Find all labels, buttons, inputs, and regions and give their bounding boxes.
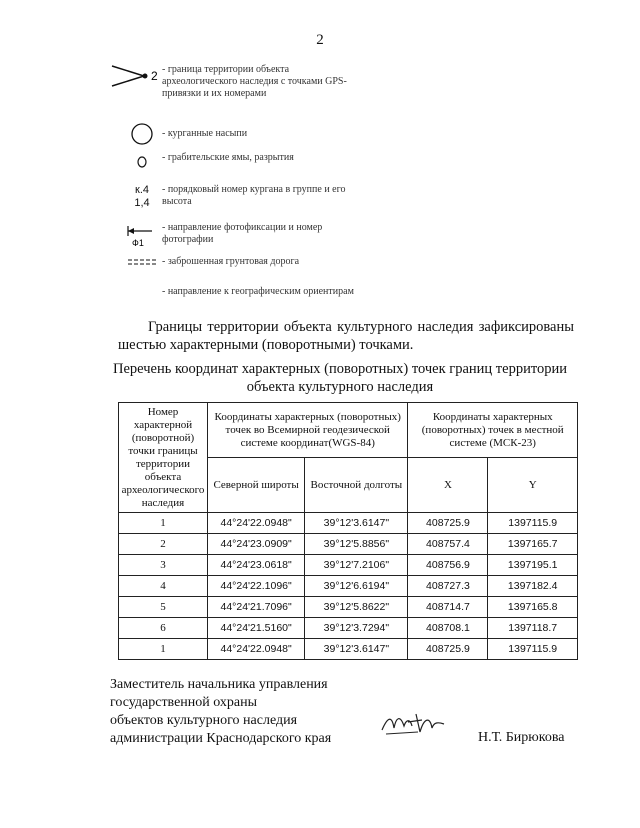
cell-point: 2 [119, 534, 208, 555]
signer-title-line2: государственной охраны [110, 695, 258, 710]
cell-east: 39°12'3.7294" [305, 618, 408, 639]
cell-x: 408725.9 [408, 513, 488, 534]
header-wgs84: Координаты характерных (поворотных) точек во Всемирной геодезической системе координат(WGS-84) [208, 403, 408, 458]
legend-text: - направление фотофиксации и номер фотографии [162, 222, 323, 245]
header-msk23: Координаты характерных (поворотных) точек в местной системе (МСК-23) [408, 403, 578, 458]
cell-y: 1397165.8 [488, 597, 578, 618]
cell-x: 408756.9 [408, 555, 488, 576]
cell-x: 408714.7 [408, 597, 488, 618]
cell-x: 408727.3 [408, 576, 488, 597]
subheader-x: X [408, 458, 488, 513]
cell-y: 1397165.7 [488, 534, 578, 555]
table-row [119, 618, 578, 639]
header-point-number: Номер характерной (поворотной) точки границы территории объекта археологического наследия [119, 403, 208, 513]
subheader-north: Северной широты [208, 458, 305, 513]
cell-y: 1397115.9 [488, 513, 578, 534]
legend-symbol-text: к.4 1,4 [134, 184, 150, 209]
legend-text: - направление к географическим ориентирам [162, 286, 354, 297]
legend-text: - граница территории объекта археологического наследия с точками GPS-привязки и их номерами [162, 64, 347, 99]
cell-east: 39°12'6.6194" [305, 576, 408, 597]
table-row [119, 576, 578, 597]
subheader-east: Восточной долготы [305, 458, 408, 513]
cell-point: 3 [119, 555, 208, 576]
cell-point: 4 [119, 576, 208, 597]
legend-text: - грабительские ямы, разрытия [162, 152, 294, 163]
cell-east: 39°12'3.6147" [305, 639, 408, 660]
cell-x: 408757.4 [408, 534, 488, 555]
cell-north: 44°24'22.1096" [208, 576, 305, 597]
cell-north: 44°24'22.0948" [208, 513, 305, 534]
cell-north: 44°24'21.7096" [208, 597, 305, 618]
page-number: 2 [316, 32, 324, 48]
table-title: Перечень координат характерных (поворотных) точек границ территории объекта культурного наследия [112, 361, 568, 395]
cell-point: 5 [119, 597, 208, 618]
table-row [119, 597, 578, 618]
table-row [119, 639, 578, 660]
boundary-point-icon [110, 62, 158, 98]
table-row [119, 555, 578, 576]
cell-point: 6 [119, 618, 208, 639]
cell-y: 1397195.1 [488, 555, 578, 576]
cell-y: 1397182.4 [488, 576, 578, 597]
handwritten-signature [378, 708, 448, 738]
boundary-paragraph: Границы территории объекта культурного наследия зафиксированы шестью характерными (поворотными) точками. [118, 319, 574, 353]
signature-block [110, 676, 331, 748]
cell-east: 39°12'5.8622" [305, 597, 408, 618]
legend-symbol-text: 2 [151, 69, 158, 83]
cell-x: 408708.1 [408, 618, 488, 639]
coordinates-table [118, 402, 578, 660]
cell-x: 408725.9 [408, 639, 488, 660]
cell-point: 1 [119, 639, 208, 660]
cell-point: 1 [119, 513, 208, 534]
legend-text: - заброшенная грунтовая дорога [162, 256, 300, 267]
cell-north: 44°24'23.0618" [208, 555, 305, 576]
cell-north: 44°24'21.5160" [208, 618, 305, 639]
cell-east: 39°12'7.2106" [305, 555, 408, 576]
cell-east: 39°12'3.6147" [305, 513, 408, 534]
signer-name: Н.Т. Бирюкова [478, 730, 565, 745]
small-oval-icon [120, 150, 164, 186]
cell-north: 44°24'22.0948" [208, 639, 305, 660]
legend-text: - курганные насыпи [162, 128, 248, 139]
cell-y: 1397115.9 [488, 639, 578, 660]
signer-title-line4: администрации Краснодарского края [110, 731, 332, 746]
photo-direction-icon [120, 220, 164, 256]
signer-title-line1: Заместитель начальника управления [110, 677, 328, 692]
legend-text: - порядковый номер кургана в группе и его высота [162, 184, 346, 207]
legend-item-kurgan-number [100, 182, 360, 222]
legend-item-boundary [100, 62, 360, 102]
signer-title-line3: объектов культурного наследия [110, 713, 298, 728]
cell-east: 39°12'5.8856" [305, 534, 408, 555]
subheader-y: Y [488, 458, 578, 513]
cell-y: 1397118.7 [488, 618, 578, 639]
cell-north: 44°24'23.0909" [208, 534, 305, 555]
table-row [119, 513, 578, 534]
table-row [119, 534, 578, 555]
legend-symbol-text: Ф1 [132, 238, 144, 248]
